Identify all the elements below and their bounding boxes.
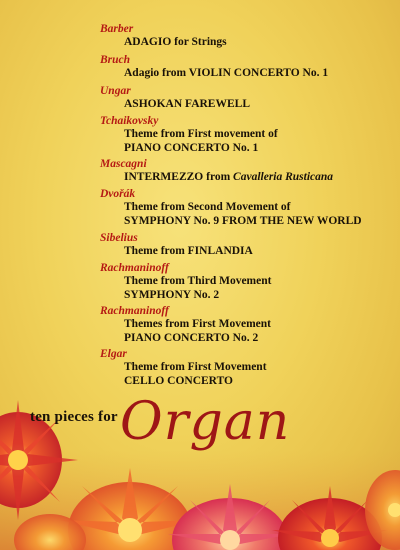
piece-title-line-1: Theme from First Movement [124,361,267,373]
piece-dvorak [100,187,362,228]
cover-title: Organ [120,392,291,452]
piece-title-main: INTERMEZZO from [124,171,234,183]
piece-bruch [100,53,328,81]
piece-sibelius [100,231,253,259]
composer-name: Rachmaninoff [100,305,169,317]
piece-title-line-2: SYMPHONY No. 9 FROM THE NEW WORLD [124,214,362,227]
piece-title: Adagio from VIOLIN CONCERTO No. 1 [124,67,329,79]
composer-name: Ungar [100,85,131,97]
piece-title [124,171,333,185]
piece-title-line-2: SYMPHONY No. 2 [124,288,220,301]
composer-name: Rachmaninoff [100,262,169,274]
piece-title: ADAGIO for Strings [124,36,227,48]
piece-title-line-2: PIANO CONCERTO No. 1 [124,141,259,154]
piece-elgar [100,347,267,388]
piece-title-line-2: PIANO CONCERTO No. 2 [124,331,259,344]
piece-title-italic: Cavalleria Rusticana [233,171,334,183]
composer-name: Sibelius [100,232,138,244]
piece-ungar [100,84,250,112]
piece-title: ASHOKAN FAREWELL [124,98,250,110]
piece-rachmaninoff-concerto [100,304,271,345]
piece-title-line-1: Theme from First movement of [124,128,278,140]
piece-title: Theme from FINLANDIA [124,245,253,257]
piece-barber [100,22,227,50]
cover-subtitle: ten pieces for [30,409,118,425]
composer-name: Barber [100,23,134,35]
piece-rachmaninoff-symphony [100,261,271,302]
composer-name: Bruch [100,54,131,66]
composer-name: Elgar [100,348,127,360]
piece-tchaikovsky [100,114,278,155]
composer-name: Dvořák [100,188,136,200]
piece-title-line-2: CELLO CONCERTO [124,374,233,387]
composer-name: Mascagni [100,158,147,170]
piece-title-line-1: Theme from Third Movement [124,275,272,287]
composer-name: Tchaikovsky [100,115,159,127]
piece-title-line-1: Themes from First Movement [124,318,272,330]
piece-title-line-1: Theme from Second Movement of [124,201,291,213]
piece-mascagni [100,157,333,185]
